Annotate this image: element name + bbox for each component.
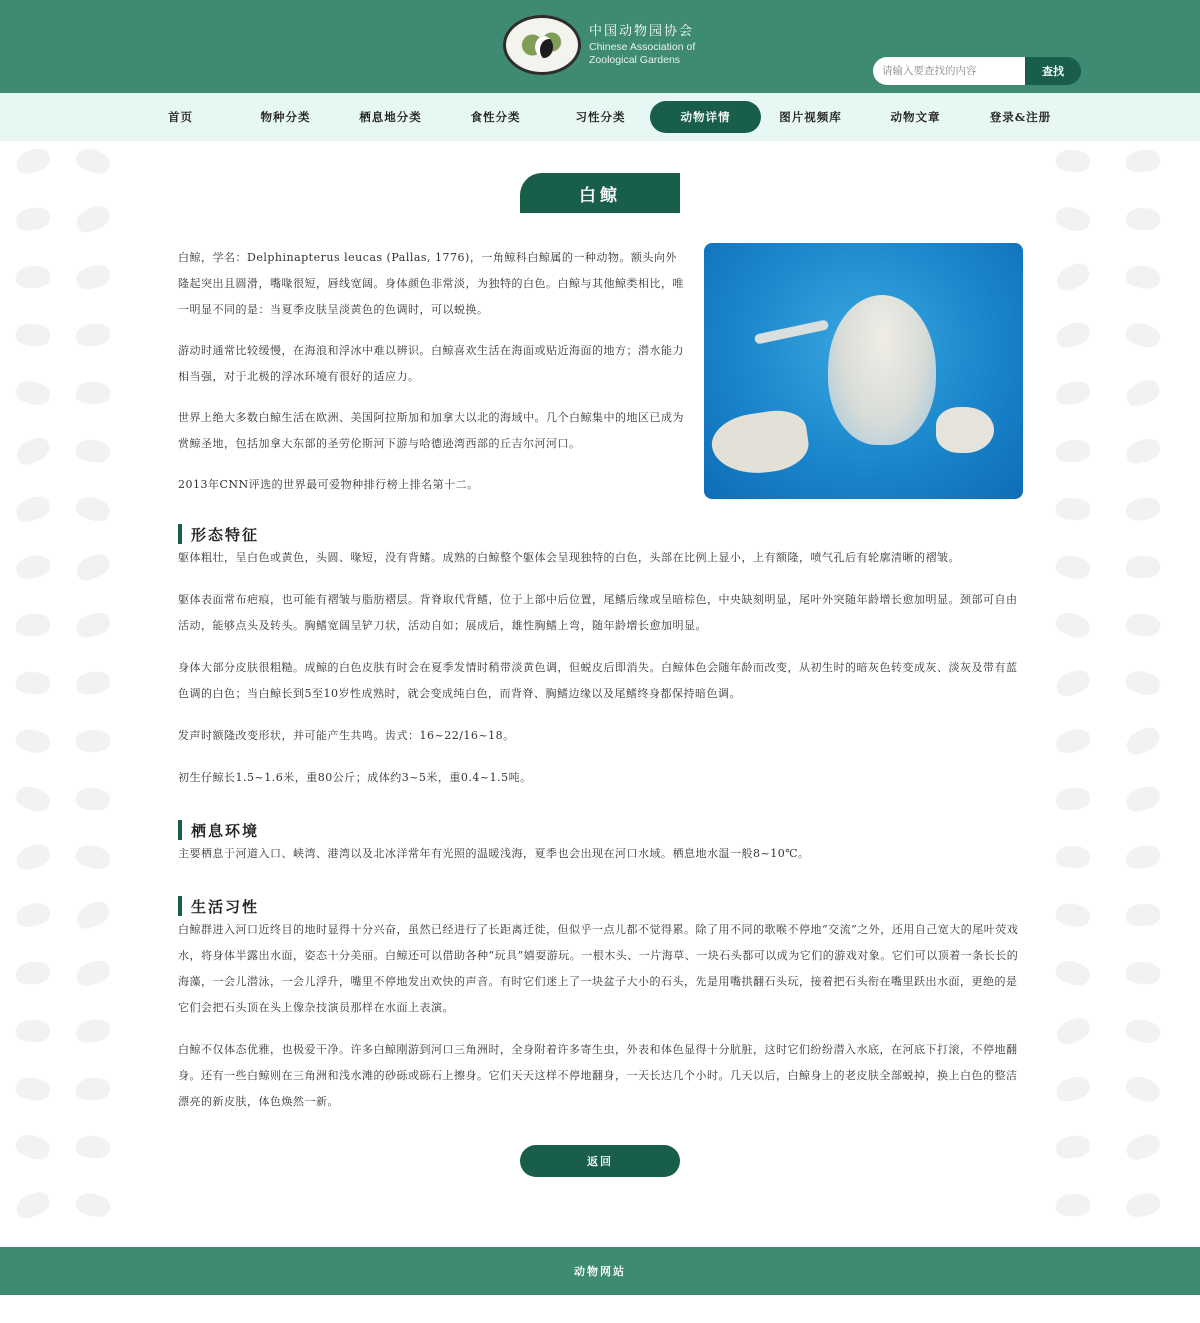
back-button[interactable]: 返回: [520, 1145, 680, 1177]
intro-text: [178, 245, 688, 513]
search-button[interactable]: 查找: [1025, 57, 1081, 85]
section-heading-text: 形态特征: [191, 525, 260, 544]
logo-text: [589, 23, 695, 67]
search-bar: [873, 57, 1081, 85]
nav-item-login-register[interactable]: 登录&注册: [989, 110, 1052, 124]
animal-name-title: 白鲸: [520, 173, 680, 213]
animal-content: [178, 245, 1023, 1115]
intro-paragraph: 游动时通常比较缓慢，在海浪和浮冰中难以辨识。白鲸喜欢生活在海面或贴近海面的地方；潜水能力相当强，对于北极的浮冰环境有很好的适应力。: [178, 344, 684, 383]
section-morphology: [178, 523, 1023, 791]
section-paragraph: 躯体粗壮，呈白色或黄色，头圆、喙短，没有背鳍。成熟的白鲸整个躯体会呈现独特的白色，头部在比例上显小，上有额隆，喷气孔后有轮廓清晰的褶皱。: [178, 551, 960, 564]
search-input[interactable]: [873, 57, 1025, 85]
site-header: [0, 0, 1200, 93]
main-nav: [0, 93, 1200, 141]
section-heading: [178, 819, 1023, 841]
nav-item-home[interactable]: 首页: [168, 110, 193, 124]
heading-accent-bar: [178, 896, 182, 916]
nav-item-diet[interactable]: 食性分类: [470, 110, 521, 124]
footer-text: 动物网站: [574, 1265, 626, 1278]
nav-item-media-library[interactable]: 图片视频库: [779, 110, 842, 124]
intro-block: [178, 245, 1023, 513]
section-heading-text: 栖息环境: [191, 821, 260, 840]
section-paragraph: 身体大部分皮肤很粗糙。成鲸的白色皮肤有时会在夏季发情时稍带淡黄色调，但蜕皮后即消失。白鲸体色会随年龄而改变，从初生时的暗灰色转变成灰、淡灰及带有蓝色调的白色；当白鲸长到5至10岁性成熟时，就会变成纯白色，而背脊、胸鳍边缘以及尾鳍终身都保持暗色调。: [178, 661, 1018, 700]
section-paragraph: 白鲸群进入河口近终目的地时显得十分兴奋，虽然已经进行了长距离迁徙，但似乎一点儿都不觉得累。除了用不同的歌喉不停地“交流”之外，还用自己宽大的尾叶荧戏水，将身体半露出水面，姿态十分美丽。白鲸还可以借助各种“玩具”嬉耍游玩。一根木头、一片海草、一块石头都可以成为它们的游戏对象。它们可以顶着一条长长的海藻，一会儿潜泳，一会儿浮升，嘴里不停地发出欢快的声音。有时它们迷上了一块盆子大小的石头，先是用嘴拱翻石头玩，接着把石头衔在嘴里跃出水面，更绝的是它们会把石头顶在头上像杂技演员那样在水面上表演。: [178, 923, 1019, 1014]
heading-accent-bar: [178, 524, 182, 544]
nav-item-habitat[interactable]: 栖息地分类: [359, 110, 422, 124]
section-paragraph: 初生仔鲸长1.5~1.6米，重80公斤；成体约3~5米，重0.4~1.5吨。: [178, 771, 532, 784]
animal-detail-main: [0, 141, 1200, 1247]
beluga-head-shape: [828, 295, 936, 445]
logo-en-line2: Zoological Gardens: [589, 54, 681, 66]
section-behavior: [178, 895, 1023, 1115]
section-paragraph: 主要栖息于河道入口、峡湾、港湾以及北冰洋常年有光照的温暖浅海，夏季也会出现在河口水域。栖息地水温一般8~10℃。: [178, 847, 810, 860]
panda-emblem-icon: [503, 15, 581, 75]
nav-item-habits[interactable]: 习性分类: [575, 110, 626, 124]
beluga-whale-photo: [704, 243, 1023, 499]
intro-paragraph: 世界上绝大多数白鲸生活在欧洲、美国阿拉斯加和加拿大以北的海域中。几个白鲸集中的地区已成为赏鲸圣地，包括加拿大东部的圣劳伦斯河下游与哈德逊湾西部的丘吉尔河河口。: [178, 411, 684, 450]
section-paragraph: 发声时额隆改变形状，并可能产生共鸣。齿式：16~22/16~18。: [178, 729, 515, 742]
logo-cn-name: 中国动物园协会: [589, 24, 695, 39]
site-footer: [0, 1247, 1200, 1295]
beluga-flipper-right-shape: [936, 407, 994, 453]
beluga-tail-shape: [754, 319, 829, 344]
back-button-wrap: [0, 1145, 1200, 1247]
section-heading: [178, 523, 1023, 545]
heading-accent-bar: [178, 820, 182, 840]
section-habitat: [178, 819, 1023, 867]
intro-paragraph: 白鲸，学名：Delphinapterus leucas (Pallas, 1776)，一角鲸科白鲸属的一种动物。额头向外隆起突出且圆滑，嘴喙很短，唇线宽阔。身体颜色非常淡，为独特的白色。白鲸与其他鲸类相比，唯一明显不同的是：当夏季皮肤呈淡黄色的色调时，可以蜕换。: [178, 251, 684, 316]
nav-item-animal-details[interactable]: 动物详情: [650, 101, 761, 133]
nav-item-articles[interactable]: 动物文章: [890, 110, 941, 124]
beluga-flipper-left-shape: [708, 407, 811, 480]
section-paragraph: 白鲸不仅体态优雅，也极爱干净。许多白鲸刚游到河口三角洲时，全身附着许多寄生虫，外表和体色显得十分肮脏，这时它们纷纷潜入水底，在河底下打滚，不停地翻身。还有一些白鲸则在三角洲和浅水滩的砂砾或砾石上擦身。它们天天这样不停地翻身，一天长达几个小时。几天以后，白鲸身上的老皮肤全部蜕掉，换上白色的整洁漂亮的新皮肤，体色焕然一新。: [178, 1043, 1018, 1108]
section-heading: [178, 895, 1023, 917]
intro-paragraph: 2013年CNN评选的世界最可爱物种排行榜上排名第十二。: [178, 478, 479, 491]
section-paragraph: 躯体表面常布疤痕，也可能有褶皱与脂肪褶层。背脊取代背鳍，位于上部中后位置，尾鳍后缘或呈暗棕色，中央缺刻明显，尾叶外突随年龄增长愈加明显。颈部可自由活动，能够点头及转头。胸鳍宽阔呈铲刀状，活动自如；展成后，雄性胸鳍上弯，随年龄增长愈加明显。: [178, 593, 1018, 632]
section-heading-text: 生活习性: [191, 897, 260, 916]
nav-item-species[interactable]: 物种分类: [260, 110, 311, 124]
logo-en-line1: Chinese Association of: [589, 41, 696, 53]
site-logo[interactable]: [503, 14, 703, 76]
